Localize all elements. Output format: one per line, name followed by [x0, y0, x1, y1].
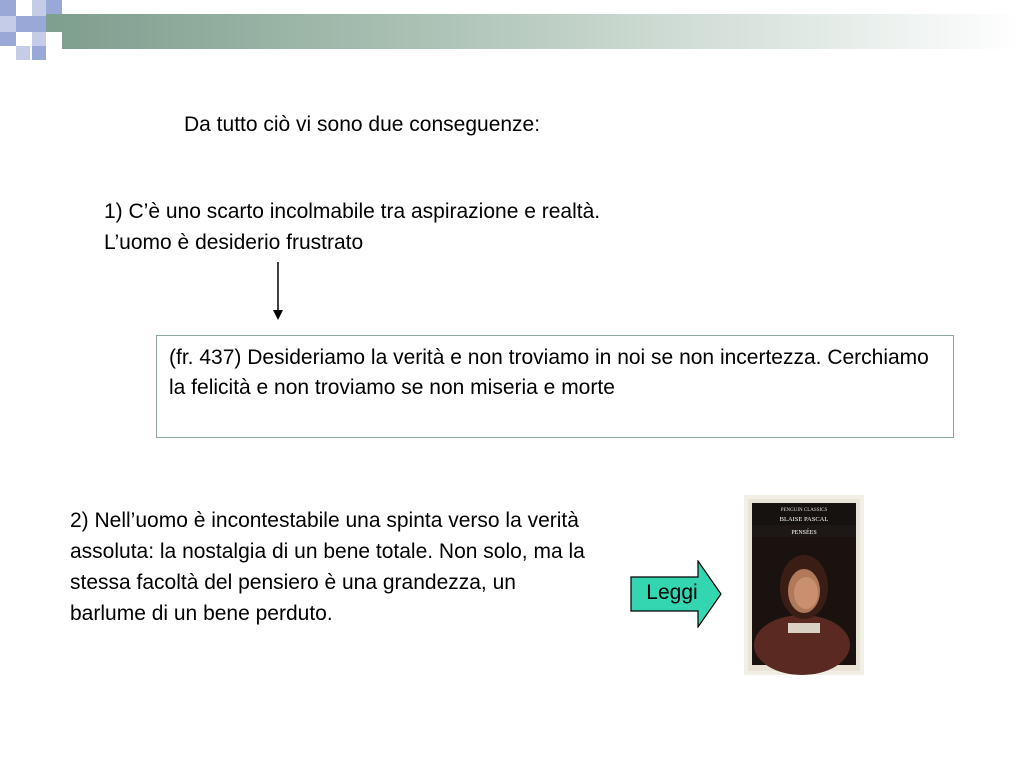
deco-square	[0, 0, 16, 16]
deco-square	[16, 16, 32, 32]
point1-line1: 1) C’è uno scarto incolmabile tra aspirazione e realtà.	[104, 200, 601, 223]
slide-heading: Da tutto ciò vi sono due conseguenze:	[184, 113, 541, 136]
book-publisher: PENGUIN CLASSICS	[780, 508, 828, 513]
deco-square	[32, 16, 46, 32]
point1-line2: L’uomo è desiderio frustrato	[104, 231, 364, 254]
point2-text: 2) Nell’uomo è incontestabile una spinta verso la verità assoluta: la nostalgia di un bene totale. Non solo, ma la stessa facoltà del pensiero è una grandezza, un barlume di un bene perduto.	[70, 509, 585, 625]
deco-square	[0, 16, 16, 32]
leggi-button[interactable]	[630, 560, 722, 628]
leggi-button-label: Leggi	[646, 581, 698, 604]
quote-text: (fr. 437) Desideriamo la verità e non troviamo in noi se non incertezza. Cerchiamo la felicità e non troviamo se non miseria e morte	[169, 346, 929, 399]
deco-square	[16, 0, 32, 16]
header-decoration	[0, 0, 1024, 62]
deco-square	[32, 0, 46, 16]
header-gradient-bar	[62, 14, 1024, 49]
deco-square	[46, 14, 62, 32]
deco-square	[32, 32, 46, 46]
deco-square	[16, 46, 30, 60]
deco-square	[46, 0, 62, 14]
quote-box	[156, 335, 954, 438]
deco-square	[32, 46, 46, 60]
book-cover-image	[744, 495, 864, 675]
book-title: PENSÉES	[791, 530, 817, 536]
book-author: BLAISE PASCAL	[779, 516, 829, 523]
deco-square	[0, 32, 16, 46]
down-arrow-icon	[270, 262, 286, 322]
